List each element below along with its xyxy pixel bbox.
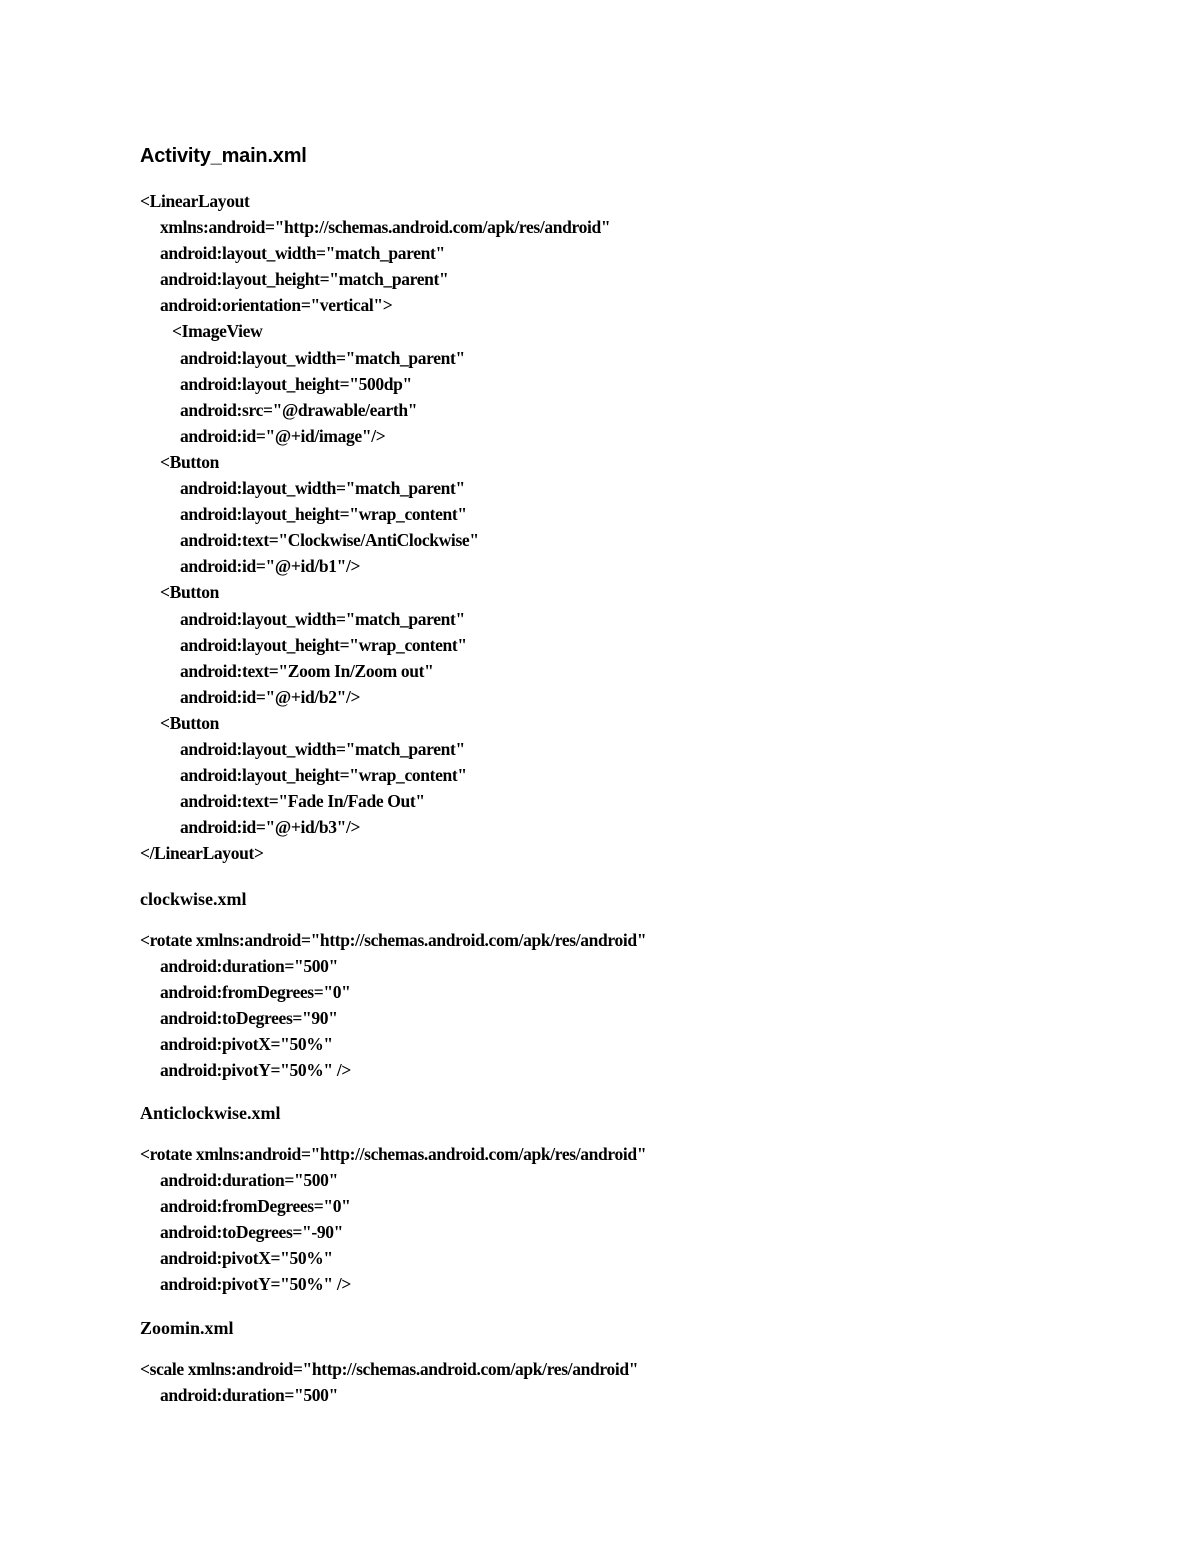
code-line: android:pivotY="50%" /> [160, 1274, 351, 1295]
code-line: android:layout_height="wrap_content" [180, 504, 467, 525]
code-line: android:duration="500" [160, 1385, 338, 1406]
code-line: android:layout_height="match_parent" [160, 269, 449, 290]
code-line: <Button [160, 582, 220, 603]
anticlockwise-code [140, 1141, 646, 1298]
code-line: android:id="@+id/b2"/> [180, 686, 361, 707]
clockwise-title: clockwise.xml [140, 889, 247, 909]
code-line: android:text="Fade In/Fade Out" [180, 791, 425, 812]
code-line: android:text="Clockwise/AntiClockwise" [180, 530, 479, 551]
code-line: xmlns:android="http://schemas.android.com/apk/res/android" [160, 217, 611, 238]
clockwise-code [140, 927, 646, 1084]
code-line: android:id="@+id/b1"/> [180, 556, 361, 577]
code-line: android:text="Zoom In/Zoom out" [180, 660, 434, 681]
anticlockwise-title: Anticlockwise.xml [140, 1103, 281, 1123]
activity-main-code [140, 188, 610, 866]
code-line: android:pivotX="50%" [160, 1248, 333, 1269]
code-line: </LinearLayout> [140, 843, 264, 864]
code-line: android:fromDegrees="0" [160, 1196, 351, 1217]
code-line: <rotate xmlns:android="http://schemas.android.com/apk/res/android" [140, 1144, 647, 1164]
code-line: android:layout_width="match_parent" [180, 347, 465, 368]
code-line: android:layout_width="match_parent" [160, 243, 445, 264]
code-line: <ImageView [172, 321, 263, 342]
code-line: <scale xmlns:android="http://schemas.android.com/apk/res/android" [140, 1359, 639, 1379]
code-line: android:layout_width="match_parent" [180, 738, 465, 759]
zoomin-title: Zoomin.xml [140, 1318, 234, 1338]
code-line: android:duration="500" [160, 1170, 338, 1191]
code-line: android:orientation="vertical"> [160, 295, 393, 316]
code-line: android:layout_height="wrap_content" [180, 634, 467, 655]
code-line: <Button [160, 451, 220, 472]
code-line: android:layout_width="match_parent" [180, 478, 465, 499]
code-line: <Button [160, 712, 220, 733]
code-line: <LinearLayout [140, 191, 250, 211]
code-line: android:layout_height="wrap_content" [180, 765, 467, 786]
code-line: android:toDegrees="90" [160, 1008, 338, 1029]
code-line: android:id="@+id/b3"/> [180, 817, 361, 838]
document-heading: Activity_main.xml [140, 145, 307, 167]
code-line: android:pivotY="50%" /> [160, 1060, 351, 1081]
zoomin-code [140, 1356, 638, 1408]
code-line: android:duration="500" [160, 956, 338, 977]
code-line: android:pivotX="50%" [160, 1034, 333, 1055]
code-line: android:toDegrees="-90" [160, 1222, 344, 1243]
code-line: <rotate xmlns:android="http://schemas.android.com/apk/res/android" [140, 930, 647, 950]
code-line: android:id="@+id/image"/> [180, 425, 386, 446]
code-line: android:src="@drawable/earth" [180, 399, 418, 420]
code-line: android:fromDegrees="0" [160, 982, 351, 1003]
code-line: android:layout_height="500dp" [180, 373, 412, 394]
code-line: android:layout_width="match_parent" [180, 608, 465, 629]
